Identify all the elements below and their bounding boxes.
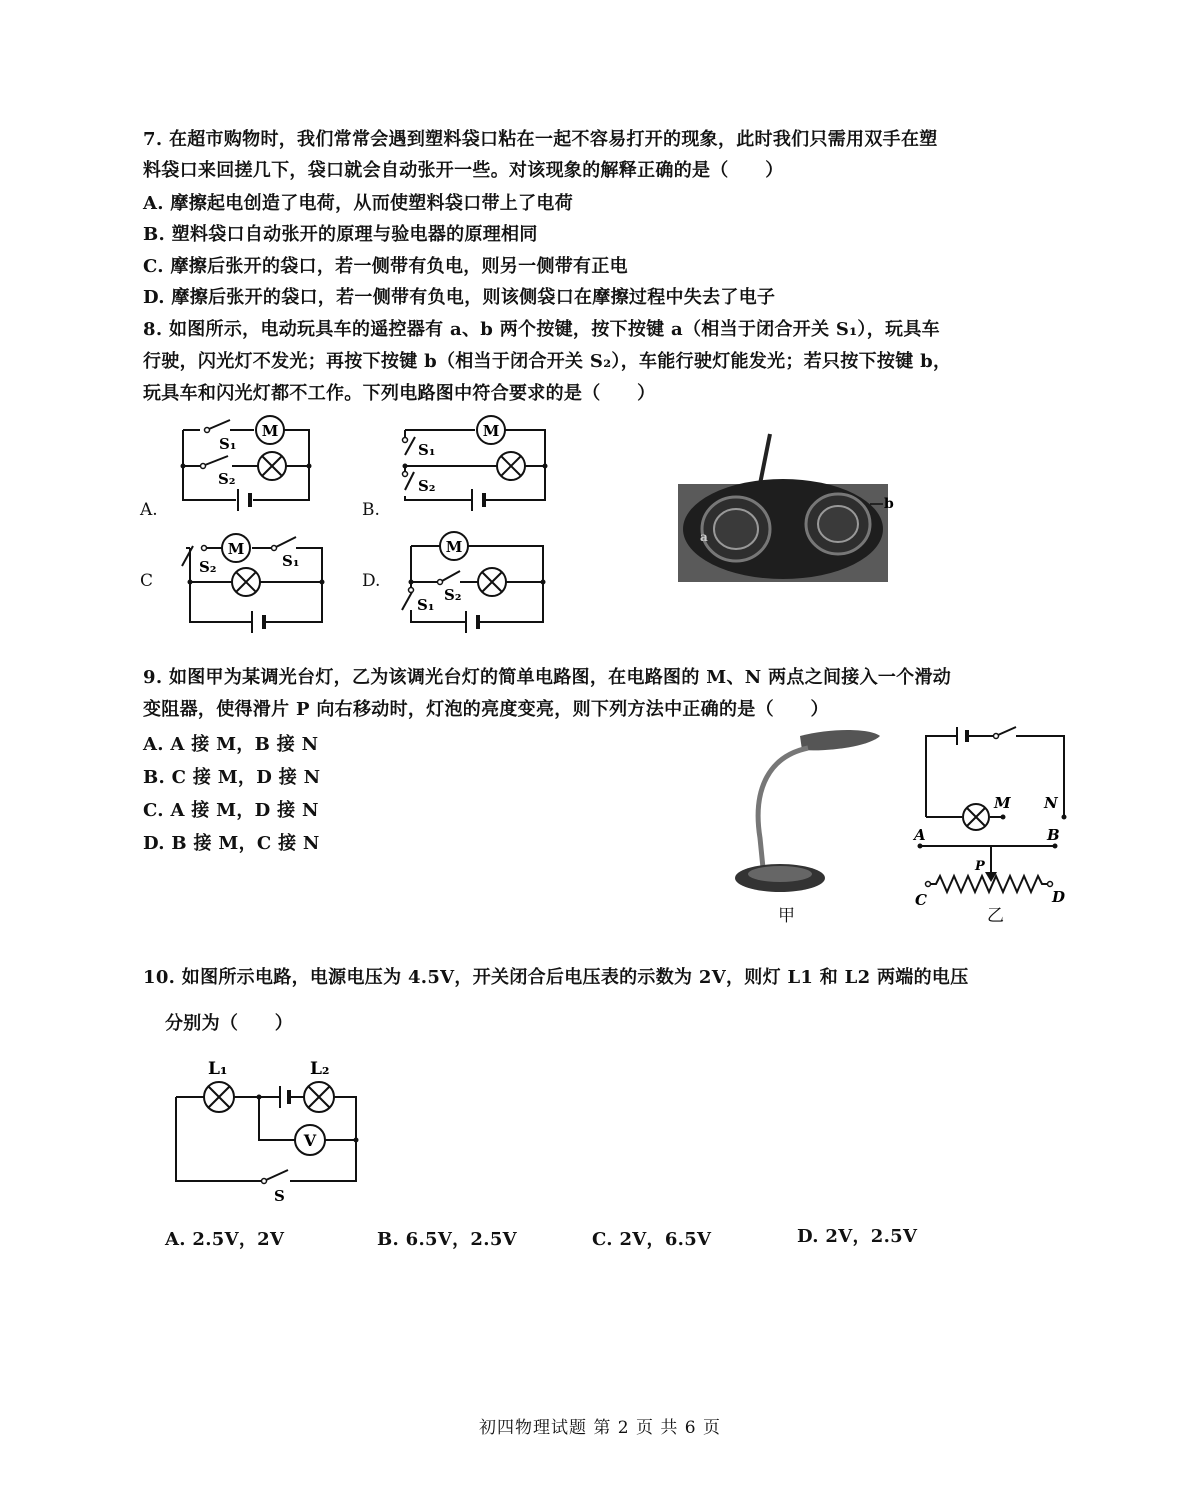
page-footer: 初四物理试题 第 2 页 共 6 页 xyxy=(478,1418,722,1438)
q8-option-label-a: A. xyxy=(140,500,158,520)
q9-stem-line2: 变阻器，使得滑片 P 向右移动时，灯泡的亮度变亮，则下列方法中正确的是（ ） xyxy=(143,699,829,720)
q9-label-b: B xyxy=(1047,826,1060,844)
q9-option-b: B. C 接 M，D 接 N xyxy=(143,767,321,788)
q9-label-p: P xyxy=(975,859,985,874)
q10-label-l2: L₂ xyxy=(310,1059,330,1079)
q8-stem-line3: 玩具车和闪光灯都不工作。下列电路图中符合要求的是（ ） xyxy=(143,383,656,404)
q10-option-c: C. 2V，6.5V xyxy=(592,1229,712,1250)
q9-option-d: D. B 接 M，C 接 N xyxy=(143,833,320,854)
q7-stem-line1: 7. 在超市购物时，我们常常会遇到塑料袋口粘在一起不容易打开的现象，此时我们只需用双手在塑 xyxy=(143,129,938,150)
q9-label-d: D xyxy=(1052,888,1066,906)
q10-label-l1: L₁ xyxy=(208,1059,228,1079)
q8-option-label-b: B. xyxy=(362,500,380,520)
q8c-motor-label: M xyxy=(227,540,245,558)
q8a-s2-label: S₂ xyxy=(218,470,236,488)
q8-option-label-c: C xyxy=(140,571,154,591)
fig-label-yi: 乙 xyxy=(987,906,1004,926)
q8d-motor-label: M xyxy=(445,538,463,556)
q7-option-b: B. 塑料袋口自动张开的原理与验电器的原理相同 xyxy=(143,224,538,245)
remote-label-b: b xyxy=(884,496,894,512)
q7-stem-line2: 料袋口来回搓几下，袋口就会自动张开一些。对该现象的解释正确的是（ ） xyxy=(143,160,784,181)
q10-option-a: A. 2.5V，2V xyxy=(165,1229,285,1250)
q8a-s1-label: S₁ xyxy=(219,435,237,453)
q7-option-a: A. 摩擦起电创造了电荷，从而使塑料袋口带上了电荷 xyxy=(143,193,573,214)
q9-label-c: C xyxy=(915,891,927,909)
q10-stem-line1: 10. 如图所示电路，电源电压为 4.5V，开关闭合后电压表的示数为 2V，则灯 L1 和 L2 两端的电压 xyxy=(143,967,969,988)
q8-stem-line1: 8. 如图所示，电动玩具车的遥控器有 a、b 两个按键，按下按键 a（相当于闭合开关 S₁），玩具车 xyxy=(143,319,940,340)
q8b-s2-label: S₂ xyxy=(418,477,436,495)
fig-label-jia: 甲 xyxy=(778,906,795,926)
q9-label-a: A xyxy=(914,826,926,844)
q8d-s2-label: S₂ xyxy=(444,586,462,604)
q7-option-c: C. 摩擦后张开的袋口，若一侧带有负电，则另一侧带有正电 xyxy=(143,256,628,277)
q8b-s1-label: S₁ xyxy=(418,441,436,459)
q7-option-d: D. 摩擦后张开的袋口，若一侧带有负电，则该侧袋口在摩擦过程中失去了电子 xyxy=(143,287,776,308)
remote-label-a: a xyxy=(700,530,708,544)
q9-label-n: N xyxy=(1044,794,1058,812)
q8a-motor-label: M xyxy=(261,422,279,440)
q8c-s2-label: S₂ xyxy=(199,558,217,576)
q8-stem-line2: 行驶，闪光灯不发光；再按下按键 b（相当于闭合开关 S₂），车能行驶灯能发光；若只按下按键 b， xyxy=(143,351,952,372)
q10-option-d: D. 2V，2.5V xyxy=(797,1226,918,1247)
q10-option-b: B. 6.5V，2.5V xyxy=(377,1229,517,1250)
q10-voltmeter-label: V xyxy=(303,1131,317,1150)
q9-option-a: A. A 接 M，B 接 N xyxy=(143,734,319,755)
q9-stem-line1: 9. 如图甲为某调光台灯，乙为该调光台灯的简单电路图，在电路图的 M、N 两点之间接入一个滑动 xyxy=(143,667,952,688)
q8b-motor-label: M xyxy=(482,422,500,440)
q9-option-c: C. A 接 M，D 接 N xyxy=(143,800,319,821)
q8d-s1-label: S₁ xyxy=(417,596,435,614)
q8c-s1-label: S₁ xyxy=(282,552,300,570)
q9-label-m: M xyxy=(994,794,1011,812)
q10-stem-line2: 分别为（ ） xyxy=(165,1013,294,1034)
q10-label-s: S xyxy=(274,1187,285,1205)
q8-option-label-d: D. xyxy=(362,571,381,591)
